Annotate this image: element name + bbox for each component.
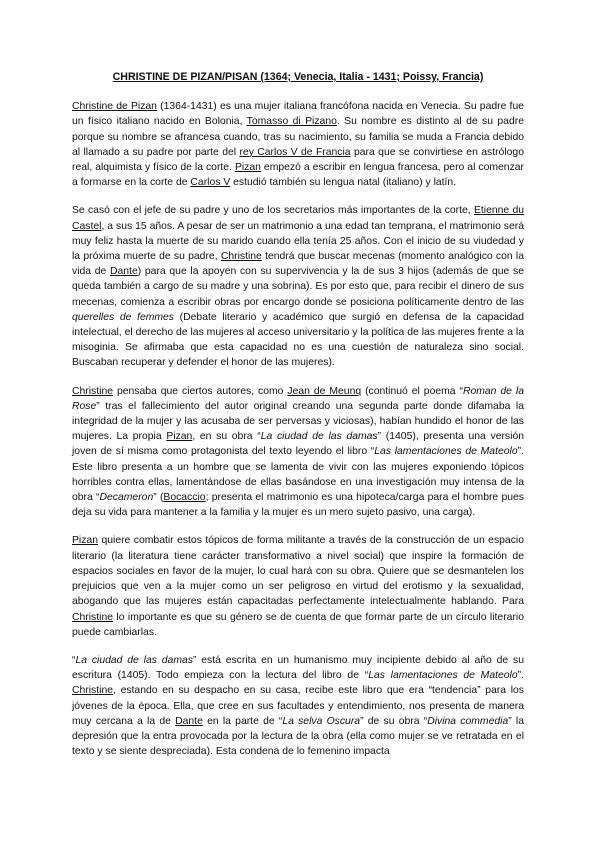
text-run: ” (1405), presenta una versión joven de sí misma como protagonista del texto leyendo el libro “ (72, 431, 524, 458)
name-reference: Tomasso di Pizano (246, 116, 337, 128)
text-run: (Debate literario y académico que surgió en defensa de la capacidad intelectual, el derecho de las mujeres al acceso universitario y la política de las mujeres frente a la misoginia. Se afirmaba que esta capacidad no es una cuestión de naturaleza sino social. Buscaban recuperar y defender el honor de las mujeres). (72, 311, 525, 369)
text-run: , estando en su despacho en su casa, recibe este libro que era “tendencia” para los jóvenes de la época. Ella, que cree en sus facultades y entendimiento, nos presenta de manera muy cercana a la de (72, 685, 524, 727)
work-title: La ciudad de las damas (75, 654, 193, 666)
name-reference: Carlos V (190, 177, 231, 189)
name-reference: Christine (72, 611, 113, 623)
name-reference: Christine (220, 251, 262, 263)
text-run: quiere combatir estos tópicos de forma militante a través de la construcción de un espacio literario (la literatura tiene carácter transformativo a nivel social) que inspire la formación de espacios sociales en favor de la mujer, lo cual hará con su obra. Quiere que se desmantelen los prejuicios que ven a la mujer como un ser peligroso en virtud del erotismo y la sexualidad, abogando que las mujeres están capacitadas perfectamente intelectualmente hablando. Para (72, 535, 524, 608)
text-run: lo importante es que su género se de cuenta de que formar parte de un círculo literario puede cambiarlas. (72, 611, 524, 638)
text-run: . Su nombre es distinto al de su padre porque su nombre se afrancesa cuando, tras su nacimiento, su familia se muda a Francia debido al llamado a su padre por parte del (72, 116, 524, 158)
text-run: para que se convirtiese en astrólogo real, alquimista y físico de la corte. (72, 146, 524, 174)
name-reference: Jean de Meunq (287, 385, 362, 397)
text-run: ” tras el fallecimiento del autor original creando una segunda parte donde difamaba la integridad de la mujer y las acusaba de ser perversas y viciosas), habían hundido el honor de las mujeres. La propia (72, 400, 524, 443)
text-run: pensaba que ciertos autores, como (113, 385, 288, 397)
name-reference: Pizan (72, 535, 98, 547)
text-run: ”. Este libro presenta a un hombre que se lamenta de vivir con las mujeres exponiendo tópicos horribles contra ellas, lamentándose de ellas basándose en una investigación muy intensa de la obra “ (72, 446, 524, 504)
work-title: Divina commedia (427, 715, 509, 727)
paragraph-2 (72, 203, 524, 370)
text-run: Se casó con el jefe de su padre y uno de los secretarios más importantes de la corte, (72, 205, 474, 217)
name-reference: Etienne du Castel (72, 205, 525, 232)
work-title: Roman de la Rose (72, 385, 524, 412)
work-title: querelles de femmes (72, 311, 175, 323)
name-reference: Christine (72, 385, 113, 397)
text-run: estudió también su lengua natal (italiano) y latín. (230, 177, 457, 189)
paragraph-4 (72, 533, 524, 639)
text-run: en la parte de “ (202, 715, 283, 727)
text-run: (continuó el poema “ (361, 385, 463, 397)
text-run: , a sus 15 años. A pesar de ser un matrimonio a una edad tan temprana, el matrimonio será muy feliz hasta la muerte de su marido cuando ella tenía 25 años. Con el inicio de su viudedad y la próxima muerte de su padre, (72, 220, 524, 263)
text-run: “ (72, 654, 76, 666)
paragraph-1 (72, 99, 524, 190)
document-title: CHRISTINE DE PIZAN/PISAN (1364; Venecia, Italia - 1431; Poissy, Francia) (112, 71, 484, 83)
work-title: La selva Oscura (282, 715, 361, 727)
text-run: empezó a escribir en lengua francesa, pero al comenzar a formarse en la corte de (72, 162, 524, 189)
text-run: , en su obra “ (192, 431, 261, 443)
work-title: Las lamentaciones de Mateolo (368, 670, 518, 682)
name-reference: Bocaccio (163, 492, 206, 504)
name-reference: rey Carlos V de Francia (239, 146, 351, 158)
work-title: Las lamentaciones de Mateolo (374, 446, 518, 458)
text-run: ) para que la apoyen con su supervivencia y la de sus 3 hijos (además de que se queda también a cargo de su madre y una sobrina). Es por esto que, para recibir el dinero de sus mecenas, comienza a escribir obras por encargo donde se posiciona políticamente dentro de las (72, 266, 524, 308)
text-run: ” está escrita en un humanismo muy incipiente debido al año de su escritura (1405). Todo empieza con la lectura del libro de “ (72, 654, 524, 682)
work-title: La ciudad de las damas (260, 431, 378, 443)
text-run: ” ( (153, 492, 164, 504)
text-run: ; presenta el matrimonio es una hipoteca/carga para el hombre pues deja su vida para mantener a la familia y la mujer es un mero sujeto pasivo, una carga). (72, 492, 524, 519)
text-run: (1364-1431) es una mujer italiana francófona nacida en Venecia. Su padre fue un físico italiano nacido en Bolonia, (72, 101, 525, 128)
text-run: tendrá que buscar mecenas (momento analógico con la vida de (72, 251, 524, 278)
text-run: ” de su obra “ (360, 715, 428, 727)
work-title: Decameron (99, 492, 154, 504)
document-body (72, 99, 524, 759)
name-reference: Pizan (166, 431, 193, 443)
name-reference: Dante (110, 266, 138, 278)
name-reference: Christine de Pizan (72, 101, 157, 113)
name-reference: Christine (72, 685, 113, 697)
name-reference: Dante (175, 715, 203, 727)
text-run: ”. (517, 670, 524, 682)
name-reference: Pizan (234, 162, 261, 174)
text-run: ” la depresión que la entra provocada por la lectura de la obra (ella como mujer se ve retratada en el texto y se siente despreciada). Esta condena de lo femenino impacta (72, 715, 525, 758)
paragraph-5 (72, 653, 524, 759)
paragraph-3 (72, 384, 524, 521)
